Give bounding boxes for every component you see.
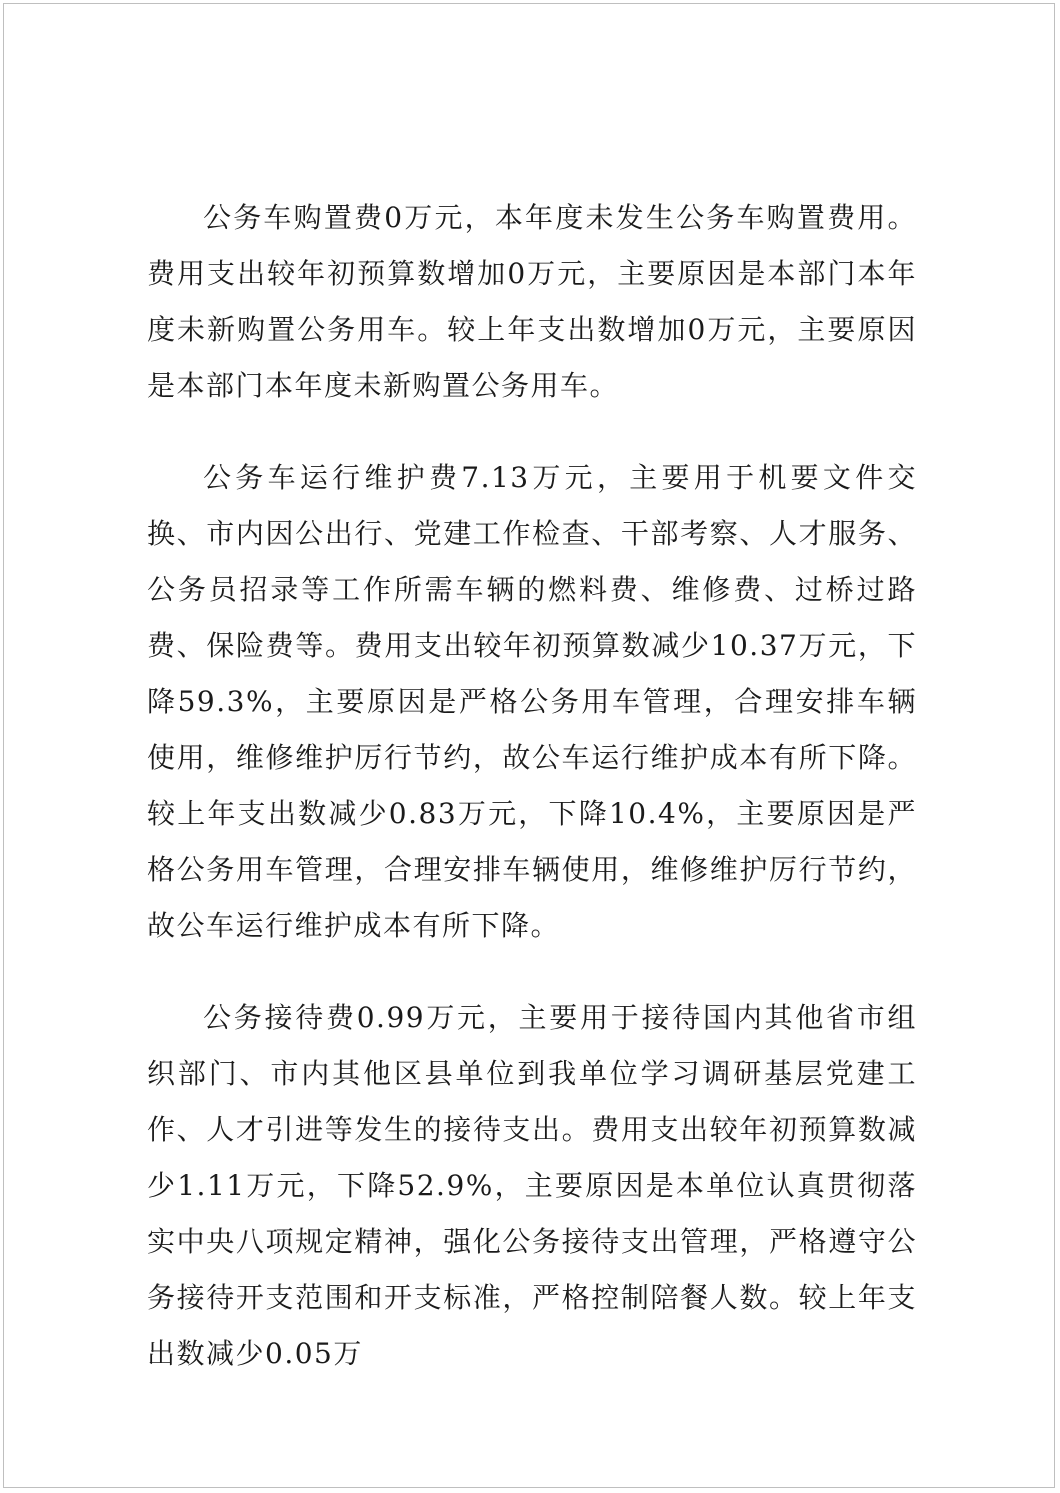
paragraph-official-reception: 公务接待费0.99万元，主要用于接待国内其他省市组织部门、市内其他区县单位到我单位学习调研基层党建工作、人才引进等发生的接待支出。费用支出较年初预算数减少1.11万元，下降52.9%，主要原因是本单位认真贯彻落实中央八项规定精神，强化公务接待支出管理，严格遵守公务接待开支范围和开支标准，严格控制陪餐人数。较上年支出数减少0.05万	[147, 1001, 917, 1370]
paragraph-vehicle-purchase: 公务车购置费0万元，本年度未发生公务车购置费用。费用支出较年初预算数增加0万元，主要原因是本部门本年度未新购置公务用车。较上年支出数增加0万元，主要原因是本部门本年度未新购置公务用车。	[147, 201, 917, 402]
paragraph-vehicle-maintenance: 公务车运行维护费7.13万元，主要用于机要文件交换、市内因公出行、党建工作检查、干部考察、人才服务、公务员招录等工作所需车辆的燃料费、维修费、过桥过路费、保险费等。费用支出较年初预算数减少10.37万元，下降59.3%，主要原因是严格公务用车管理，合理安排车辆使用，维修维护厉行节约，故公车运行维护成本有所下降。较上年支出数减少0.83万元，下降10.4%，主要原因是严格公务用车管理，合理安排车辆使用，维修维护厉行节约，故公车运行维护成本有所下降。	[147, 461, 917, 942]
document-body	[147, 190, 917, 1382]
